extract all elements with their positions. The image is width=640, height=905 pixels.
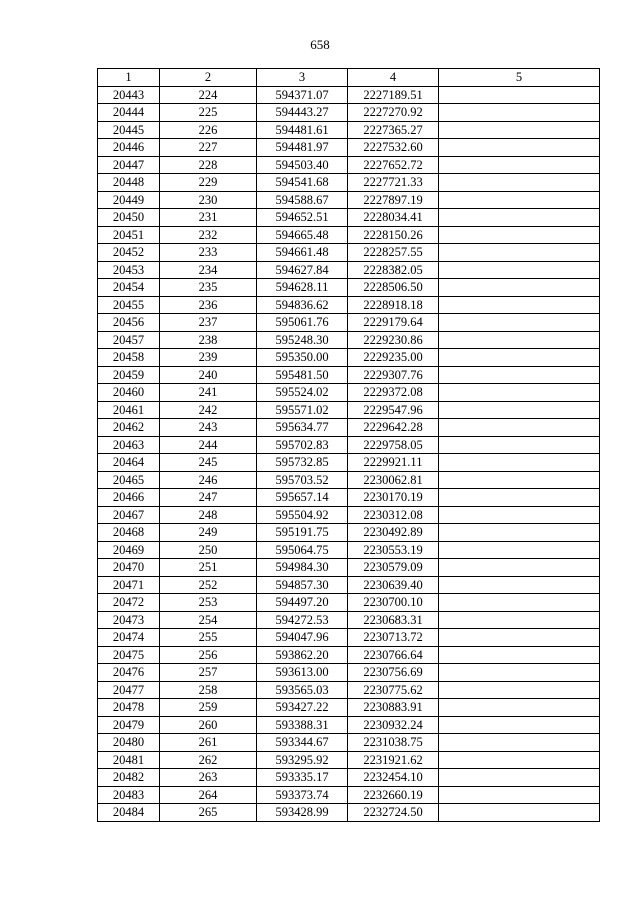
table-cell-col-5 [439, 261, 600, 279]
table-cell-col-5 [439, 104, 600, 122]
table-cell-col-4: 2227270.92 [348, 104, 439, 122]
table-cell-col-5 [439, 576, 600, 594]
table-cell-col-3: 595634.77 [257, 419, 348, 437]
table-cell-col-4: 2230756.69 [348, 664, 439, 682]
table-cell-col-3: 594588.67 [257, 191, 348, 209]
table-cell-col-1: 20458 [98, 349, 160, 367]
table-cell-col-2: 226 [160, 121, 257, 139]
table-cell-col-4: 2229372.08 [348, 384, 439, 402]
table-cell-col-5 [439, 524, 600, 542]
table-cell-col-4: 2229921.11 [348, 454, 439, 472]
table-cell-col-3: 594541.68 [257, 174, 348, 192]
table-cell-col-3: 594984.30 [257, 559, 348, 577]
table-cell-col-5 [439, 436, 600, 454]
table-cell-col-5 [439, 86, 600, 104]
table-cell-col-4: 2232724.50 [348, 804, 439, 822]
table-cell-col-2: 251 [160, 559, 257, 577]
table-cell-col-2: 256 [160, 646, 257, 664]
table-cell-col-1: 20457 [98, 331, 160, 349]
table-cell-col-3: 594047.96 [257, 629, 348, 647]
table-cell-col-1: 20449 [98, 191, 160, 209]
table-cell-col-2: 249 [160, 524, 257, 542]
table-cell-col-5 [439, 419, 600, 437]
table-cell-col-4: 2230683.31 [348, 611, 439, 629]
table-cell-col-4: 2229179.64 [348, 314, 439, 332]
table-cell-col-1: 20446 [98, 139, 160, 157]
table-row [98, 349, 600, 367]
table-cell-col-4: 2228034.41 [348, 209, 439, 227]
table-cell-col-1: 20483 [98, 786, 160, 804]
table-row [98, 629, 600, 647]
table-cell-col-1: 20452 [98, 244, 160, 262]
table-cell-col-2: 257 [160, 664, 257, 682]
table-cell-col-3: 593613.00 [257, 664, 348, 682]
table-cell-col-5 [439, 331, 600, 349]
table-cell-col-5 [439, 804, 600, 822]
table-cell-col-2: 241 [160, 384, 257, 402]
table-row [98, 611, 600, 629]
table-row [98, 524, 600, 542]
table-cell-col-2: 231 [160, 209, 257, 227]
table-cell-col-4: 2227897.19 [348, 191, 439, 209]
table-cell-col-4: 2229547.96 [348, 401, 439, 419]
table-cell-col-2: 260 [160, 716, 257, 734]
table-cell-col-3: 594497.20 [257, 594, 348, 612]
table-cell-col-4: 2230553.19 [348, 541, 439, 559]
table-cell-col-2: 234 [160, 261, 257, 279]
table-row [98, 541, 600, 559]
table-cell-col-1: 20471 [98, 576, 160, 594]
table-cell-col-4: 2230766.64 [348, 646, 439, 664]
table-row [98, 594, 600, 612]
table-row [98, 366, 600, 384]
table-cell-col-5 [439, 611, 600, 629]
table-cell-col-2: 253 [160, 594, 257, 612]
table-row [98, 331, 600, 349]
table-cell-col-1: 20447 [98, 156, 160, 174]
table-cell-col-3: 595504.92 [257, 506, 348, 524]
table-cell-col-1: 20460 [98, 384, 160, 402]
table-cell-col-4: 2230713.72 [348, 629, 439, 647]
table-cell-col-2: 244 [160, 436, 257, 454]
table-cell-col-4: 2232454.10 [348, 769, 439, 787]
table-cell-col-3: 593862.20 [257, 646, 348, 664]
table-cell-col-3: 595481.50 [257, 366, 348, 384]
table-cell-col-2: 246 [160, 471, 257, 489]
table-cell-col-5 [439, 541, 600, 559]
table-cell-col-3: 593565.03 [257, 681, 348, 699]
table-row [98, 174, 600, 192]
table-cell-col-5 [439, 401, 600, 419]
table-cell-col-5 [439, 751, 600, 769]
table-row [98, 576, 600, 594]
table-cell-col-3: 594836.62 [257, 296, 348, 314]
table-row [98, 156, 600, 174]
table-cell-col-2: 224 [160, 86, 257, 104]
table-cell-col-5 [439, 454, 600, 472]
table-row [98, 419, 600, 437]
table-row [98, 121, 600, 139]
table-row [98, 646, 600, 664]
table-cell-col-1: 20482 [98, 769, 160, 787]
table-cell-col-5 [439, 664, 600, 682]
table-cell-col-1: 20453 [98, 261, 160, 279]
table-cell-col-3: 593373.74 [257, 786, 348, 804]
table-cell-col-5 [439, 786, 600, 804]
table-cell-col-1: 20478 [98, 699, 160, 717]
table-cell-col-2: 233 [160, 244, 257, 262]
table-cell-col-4: 2231921.62 [348, 751, 439, 769]
table-row [98, 86, 600, 104]
table-row [98, 471, 600, 489]
table-cell-col-4: 2230639.40 [348, 576, 439, 594]
table-row [98, 804, 600, 822]
table-cell-col-1: 20465 [98, 471, 160, 489]
table-cell-col-2: 248 [160, 506, 257, 524]
table-cell-col-3: 595248.30 [257, 331, 348, 349]
table-cell-col-4: 2228257.55 [348, 244, 439, 262]
table-cell-col-3: 594481.61 [257, 121, 348, 139]
table-cell-col-5 [439, 314, 600, 332]
table-cell-col-2: 242 [160, 401, 257, 419]
table-cell-col-4: 2229758.05 [348, 436, 439, 454]
table-cell-col-3: 594627.84 [257, 261, 348, 279]
table-cell-col-3: 594272.53 [257, 611, 348, 629]
table-cell-col-3: 593295.92 [257, 751, 348, 769]
table-cell-col-1: 20473 [98, 611, 160, 629]
table-row [98, 699, 600, 717]
table-cell-col-4: 2230170.19 [348, 489, 439, 507]
table-row [98, 664, 600, 682]
table-cell-col-1: 20469 [98, 541, 160, 559]
table-cell-col-2: 238 [160, 331, 257, 349]
table-cell-col-3: 593344.67 [257, 734, 348, 752]
table-cell-col-4: 2230062.81 [348, 471, 439, 489]
table-cell-col-1: 20464 [98, 454, 160, 472]
table-cell-col-3: 593335.17 [257, 769, 348, 787]
table-cell-col-2: 232 [160, 226, 257, 244]
table-cell-col-1: 20481 [98, 751, 160, 769]
table-cell-col-2: 254 [160, 611, 257, 629]
table-cell-col-5 [439, 734, 600, 752]
table-cell-col-3: 593428.99 [257, 804, 348, 822]
table-cell-col-3: 594661.48 [257, 244, 348, 262]
table-cell-col-1: 20450 [98, 209, 160, 227]
table-cell-col-2: 247 [160, 489, 257, 507]
table-cell-col-5 [439, 174, 600, 192]
table-cell-col-1: 20459 [98, 366, 160, 384]
table-cell-col-4: 2232660.19 [348, 786, 439, 804]
table-cell-col-5 [439, 156, 600, 174]
coordinates-table [97, 68, 600, 822]
page-number: 658 [310, 37, 330, 52]
table-cell-col-4: 2229230.86 [348, 331, 439, 349]
table-cell-col-3: 595702.83 [257, 436, 348, 454]
column-header-1: 1 [98, 69, 160, 87]
table-cell-col-5 [439, 646, 600, 664]
table-cell-col-2: 255 [160, 629, 257, 647]
table-row [98, 506, 600, 524]
table-cell-col-4: 2227365.27 [348, 121, 439, 139]
table-cell-col-5 [439, 559, 600, 577]
table-cell-col-3: 594857.30 [257, 576, 348, 594]
table-cell-col-2: 227 [160, 139, 257, 157]
table-cell-col-2: 245 [160, 454, 257, 472]
column-header-4: 4 [348, 69, 439, 87]
table-cell-col-2: 225 [160, 104, 257, 122]
table-cell-col-5 [439, 471, 600, 489]
column-header-5: 5 [439, 69, 600, 87]
table-cell-col-4: 2230883.91 [348, 699, 439, 717]
table-cell-col-1: 20451 [98, 226, 160, 244]
table-cell-col-2: 258 [160, 681, 257, 699]
table-row [98, 279, 600, 297]
table-cell-col-1: 20476 [98, 664, 160, 682]
table-row [98, 209, 600, 227]
table-cell-col-2: 252 [160, 576, 257, 594]
table-cell-col-2: 263 [160, 769, 257, 787]
table-cell-col-1: 20463 [98, 436, 160, 454]
table-cell-col-5 [439, 506, 600, 524]
table-cell-col-2: 262 [160, 751, 257, 769]
table-cell-col-1: 20477 [98, 681, 160, 699]
table-cell-col-2: 230 [160, 191, 257, 209]
table-cell-col-4: 2231038.75 [348, 734, 439, 752]
table-cell-col-1: 20455 [98, 296, 160, 314]
table-cell-col-4: 2230579.09 [348, 559, 439, 577]
table-row [98, 786, 600, 804]
table-cell-col-4: 2229235.00 [348, 349, 439, 367]
table-cell-col-3: 593388.31 [257, 716, 348, 734]
table-cell-col-1: 20467 [98, 506, 160, 524]
table-cell-col-5 [439, 139, 600, 157]
table-cell-col-4: 2230932.24 [348, 716, 439, 734]
table-row [98, 769, 600, 787]
table-row [98, 734, 600, 752]
table-cell-col-4: 2227652.72 [348, 156, 439, 174]
table-row [98, 191, 600, 209]
table-cell-col-5 [439, 296, 600, 314]
table-cell-col-1: 20448 [98, 174, 160, 192]
table-row [98, 261, 600, 279]
table-row [98, 104, 600, 122]
table-cell-col-2: 239 [160, 349, 257, 367]
table-cell-col-2: 240 [160, 366, 257, 384]
table-cell-col-4: 2230775.62 [348, 681, 439, 699]
table-cell-col-3: 595703.52 [257, 471, 348, 489]
table-cell-col-4: 2229642.28 [348, 419, 439, 437]
table-row [98, 489, 600, 507]
table-row [98, 139, 600, 157]
table-cell-col-1: 20443 [98, 86, 160, 104]
table-cell-col-5 [439, 699, 600, 717]
table-cell-col-1: 20461 [98, 401, 160, 419]
table-cell-col-3: 595061.76 [257, 314, 348, 332]
table-cell-col-2: 229 [160, 174, 257, 192]
table-cell-col-4: 2228150.26 [348, 226, 439, 244]
table-cell-col-3: 594371.07 [257, 86, 348, 104]
table-cell-col-4: 2228506.50 [348, 279, 439, 297]
table-cell-col-4: 2227721.33 [348, 174, 439, 192]
table-cell-col-3: 595732.85 [257, 454, 348, 472]
table-cell-col-4: 2228382.05 [348, 261, 439, 279]
table-cell-col-1: 20445 [98, 121, 160, 139]
table-cell-col-3: 594481.97 [257, 139, 348, 157]
table-cell-col-3: 595064.75 [257, 541, 348, 559]
table-row [98, 751, 600, 769]
table-cell-col-3: 594628.11 [257, 279, 348, 297]
table-cell-col-1: 20472 [98, 594, 160, 612]
table-cell-col-2: 236 [160, 296, 257, 314]
table-row [98, 401, 600, 419]
table-cell-col-1: 20470 [98, 559, 160, 577]
table-cell-col-4: 2230492.89 [348, 524, 439, 542]
table-cell-col-1: 20444 [98, 104, 160, 122]
table-cell-col-5 [439, 226, 600, 244]
table-cell-col-1: 20468 [98, 524, 160, 542]
table-cell-col-2: 250 [160, 541, 257, 559]
table-cell-col-1: 20479 [98, 716, 160, 734]
table-cell-col-2: 235 [160, 279, 257, 297]
table-cell-col-5 [439, 209, 600, 227]
table-cell-col-1: 20462 [98, 419, 160, 437]
table-cell-col-5 [439, 594, 600, 612]
table-cell-col-3: 595191.75 [257, 524, 348, 542]
table-cell-col-5 [439, 681, 600, 699]
table-row [98, 681, 600, 699]
table-cell-col-3: 593427.22 [257, 699, 348, 717]
table-cell-col-1: 20475 [98, 646, 160, 664]
table-cell-col-3: 594665.48 [257, 226, 348, 244]
table-row [98, 559, 600, 577]
table-cell-col-1: 20480 [98, 734, 160, 752]
table-cell-col-2: 265 [160, 804, 257, 822]
table-row [98, 226, 600, 244]
table-cell-col-5 [439, 716, 600, 734]
column-header-2: 2 [160, 69, 257, 87]
table-cell-col-5 [439, 489, 600, 507]
table-row [98, 314, 600, 332]
table-row [98, 716, 600, 734]
table-cell-col-2: 243 [160, 419, 257, 437]
table-cell-col-3: 594443.27 [257, 104, 348, 122]
table-cell-col-5 [439, 121, 600, 139]
table-cell-col-1: 20454 [98, 279, 160, 297]
table-cell-col-1: 20456 [98, 314, 160, 332]
table-cell-col-2: 237 [160, 314, 257, 332]
table-row [98, 384, 600, 402]
table-cell-col-3: 595524.02 [257, 384, 348, 402]
table-cell-col-5 [439, 279, 600, 297]
table-row [98, 454, 600, 472]
table-cell-col-4: 2228918.18 [348, 296, 439, 314]
table-cell-col-1: 20484 [98, 804, 160, 822]
table-cell-col-5 [439, 629, 600, 647]
table-cell-col-4: 2227189.51 [348, 86, 439, 104]
table-cell-col-5 [439, 244, 600, 262]
table-cell-col-3: 595657.14 [257, 489, 348, 507]
table-cell-col-2: 261 [160, 734, 257, 752]
table-row [98, 244, 600, 262]
table-cell-col-5 [439, 191, 600, 209]
table-body [98, 86, 600, 821]
table-cell-col-5 [439, 384, 600, 402]
table-cell-col-3: 595350.00 [257, 349, 348, 367]
table-cell-col-3: 594503.40 [257, 156, 348, 174]
table-cell-col-4: 2230312.08 [348, 506, 439, 524]
table-row [98, 296, 600, 314]
table-cell-col-5 [439, 366, 600, 384]
table-cell-col-4: 2230700.10 [348, 594, 439, 612]
table-cell-col-5 [439, 349, 600, 367]
table-cell-col-2: 264 [160, 786, 257, 804]
table-cell-col-1: 20466 [98, 489, 160, 507]
column-header-3: 3 [257, 69, 348, 87]
table-cell-col-3: 594652.51 [257, 209, 348, 227]
table-cell-col-2: 259 [160, 699, 257, 717]
table-cell-col-5 [439, 769, 600, 787]
table-cell-col-2: 228 [160, 156, 257, 174]
table-row [98, 436, 600, 454]
table-cell-col-4: 2229307.76 [348, 366, 439, 384]
table-cell-col-4: 2227532.60 [348, 139, 439, 157]
table-header-row [98, 69, 600, 87]
table-cell-col-3: 595571.02 [257, 401, 348, 419]
table-cell-col-1: 20474 [98, 629, 160, 647]
